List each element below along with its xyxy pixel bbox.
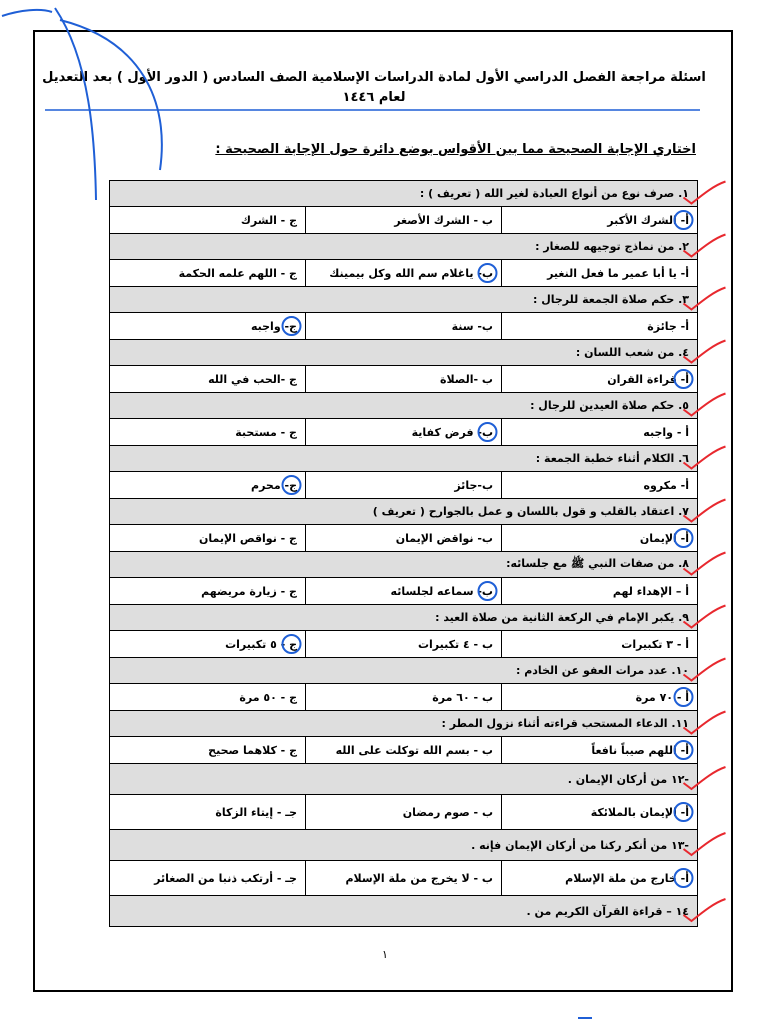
q13-option-b[interactable]: ب - لا يخرج من ملة الإسلام	[306, 861, 502, 896]
q12-option-b[interactable]: ب - صوم رمضان	[306, 795, 502, 830]
page-title	[40, 68, 708, 108]
q9-option-c[interactable]: ج - ٥ تكبيرات	[110, 631, 306, 658]
q4-option-a[interactable]: أ- قراءة القران	[502, 366, 698, 393]
q4-option-b[interactable]: ب -الصلاة	[306, 366, 502, 393]
question-2: ٢. من نماذج توجيهه للصغار :	[110, 234, 698, 260]
question-10: ١٠. عدد مرات العفو عن الخادم :	[110, 658, 698, 684]
q3-option-c[interactable]: ج- واجبه	[110, 313, 306, 340]
question-9: ٩. يكبر الإمام في الركعة الثانية من صلاة العيد :	[110, 605, 698, 631]
q7-option-c[interactable]: ج - نواقص الإيمان	[110, 525, 306, 552]
q9-option-a[interactable]: أ - ٣ تكبيرات	[502, 631, 698, 658]
q12-option-a[interactable]: أ- الإيمان بالملائكة	[502, 795, 698, 830]
q10-option-c[interactable]: ج - ٥٠ مرة	[110, 684, 306, 711]
title-line-2: لعام ١٤٤٦	[342, 90, 406, 105]
q2-option-a[interactable]: أ- يا أبا عمير ما فعل النغير	[502, 260, 698, 287]
q13-option-c[interactable]: جـ - أرتكب ذنبا من الصغائر	[110, 861, 306, 896]
q8-option-c[interactable]: ج - زيارة مريضهم	[110, 578, 306, 605]
question-8: ٨. من صفات النبي ﷺ مع جلسائه:	[110, 552, 698, 578]
q6-option-c[interactable]: ج- محرم	[110, 472, 306, 499]
question-7: ٧. اعتقاد بالقلب و قول باللسان و عمل بالجوارح ( تعريف )	[110, 499, 698, 525]
question-14: ١٤ – قراءة القرآن الكريم من .	[110, 896, 698, 927]
question-11: ١١. الدعاء المستحب قراءته أثناء نزول المطر :	[110, 711, 698, 737]
title-line-1: اسئلة مراجعة الفصل الدراسي الأول لمادة الدراسات الإسلامية الصف السادس ( الدور الأول ) بعد التعديل	[42, 70, 706, 85]
q10-option-a[interactable]: أ - ٧٠ مرة	[502, 684, 698, 711]
question-6: ٦. الكلام أثناء خطبة الجمعة :	[110, 446, 698, 472]
question-1: ١. صرف نوع من أنواع العبادة لغير الله ( تعريف ) :	[110, 181, 698, 207]
q5-option-b[interactable]: ب- فرض كفاية	[306, 419, 502, 446]
q8-option-b[interactable]: ب- سماعه لجلسائه	[306, 578, 502, 605]
q2-option-c[interactable]: ج - اللهم علمه الحكمة	[110, 260, 306, 287]
question-4: ٤. من شعب اللسان :	[110, 340, 698, 366]
q11-option-a[interactable]: أ- اللهم صيباً نافعاً	[502, 737, 698, 764]
q1-option-b[interactable]: ب - الشرك الأصغر	[306, 207, 502, 234]
blue-pen-stroke-top	[2, 10, 52, 16]
instruction-text: اختاري الإجابة الصحيحة مما بين الأقواس بوضع دائرة حول الإجابة الصحيحة :	[215, 142, 696, 157]
question-12: -١٢ من أركان الإيمان .	[110, 764, 698, 795]
q5-option-c[interactable]: ج - مستحبة	[110, 419, 306, 446]
q7-option-b[interactable]: ب- نواقض الإيمان	[306, 525, 502, 552]
q1-option-c[interactable]: ج - الشرك	[110, 207, 306, 234]
q5-option-a[interactable]: أ - واجبه	[502, 419, 698, 446]
q4-option-c[interactable]: ج -الحب في الله	[110, 366, 306, 393]
page-number: ١	[382, 948, 388, 961]
question-13: -١٣ من أنكر ركنا من أركان الإيمان فإنه .	[110, 830, 698, 861]
q8-option-a[interactable]: أ – الإهداء لهم	[502, 578, 698, 605]
q1-option-a[interactable]: أ- الشرك الأكبر	[502, 207, 698, 234]
q11-option-b[interactable]: ب - بسم الله توكلت على الله	[306, 737, 502, 764]
q9-option-b[interactable]: ب - ٤ تكبيرات	[306, 631, 502, 658]
questions-table	[109, 180, 698, 927]
q12-option-c[interactable]: جـ - إيتاء الزكاة	[110, 795, 306, 830]
q2-option-b[interactable]: ب- ياغلام سم الله وكل بيمينك	[306, 260, 502, 287]
q3-option-b[interactable]: ب- سنة	[306, 313, 502, 340]
q6-option-a[interactable]: أ- مكروه	[502, 472, 698, 499]
question-5: ٥. حكم صلاة العيدين للرجال :	[110, 393, 698, 419]
q3-option-a[interactable]: أ- جائزة	[502, 313, 698, 340]
q7-option-a[interactable]: أ- الإيمان	[502, 525, 698, 552]
question-3: ٣. حكم صلاة الجمعة للرجال :	[110, 287, 698, 313]
q10-option-b[interactable]: ب - ٦٠ مرة	[306, 684, 502, 711]
q13-option-a[interactable]: أ- خارج من ملة الإسلام	[502, 861, 698, 896]
q11-option-c[interactable]: ج - كلاهما صحيح	[110, 737, 306, 764]
q6-option-b[interactable]: ب-جائز	[306, 472, 502, 499]
